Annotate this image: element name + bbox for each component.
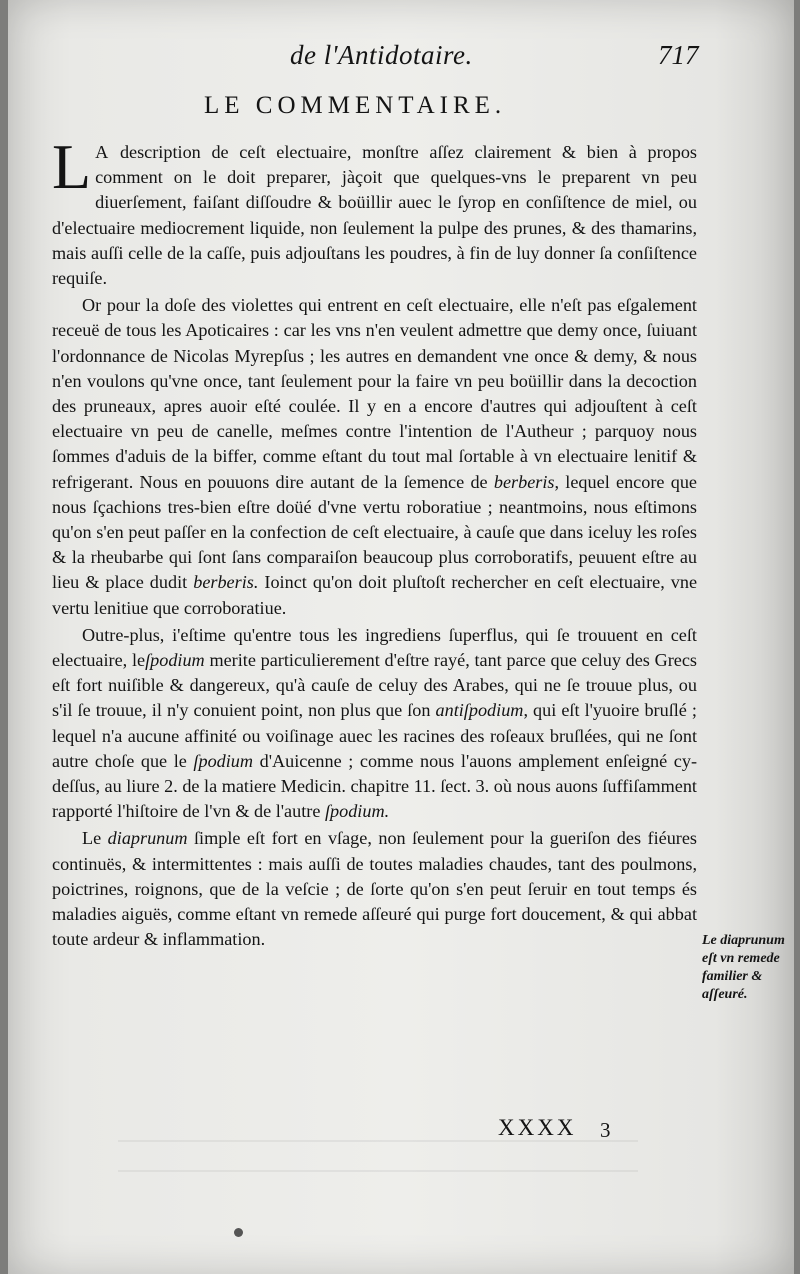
paragraph-4	[52, 826, 697, 952]
first-word: A	[95, 142, 110, 162]
italic-term: diaprunum	[107, 828, 188, 849]
paragraph-text: merite particulierement d'eſtre rayé, tant parce que celuy des Grecs eſt fort nuiſible & dangereux, qu'à cauſe de celuy des Arabes, qui ne ſe trouue plus, ou s'il ſe trouue, il n'y conuient point, non plus que ſon	[52, 650, 698, 721]
italic-term: ſpodium.	[324, 801, 390, 822]
paragraph-text: Outre-plus, i'eſtime qu'entre tous les ingrediens ſuperflus, qui ſe trouuent en ceſt electuaire, le	[52, 624, 697, 671]
paragraph-1	[52, 131, 698, 291]
section-heading: LE COMMENTAIRE.	[204, 92, 507, 119]
italic-term: ſpodium	[145, 650, 205, 671]
paragraph-text: ſimple eſt fort en vſage, non ſeulement pour la gueriſon des fiéures continuës, & intermittentes : mais auſſi de toutes maladies chaudes, tant des poulmons, poictrines, roignons, que de la veſcie ; de ſorte qu'on s'en peut ſeruir en tout temps és maladies aiguës, comme eſtant vn remede aſſeuré qui purge fort doucement, & qui abbat toute ardeur & inflammation.	[52, 828, 698, 950]
italic-term: antiſpodium	[435, 700, 524, 721]
ink-spot	[234, 1228, 243, 1237]
paragraph-text: , qui eſt l'yuoire bruſlé ; lequel n'a aucune affinité ou voiſinage auec les racines des roſeaux bruſlées, qui ne ſont autre choſe que le	[52, 700, 697, 771]
italic-term: berberis.	[193, 572, 259, 593]
paragraph-text: description de ceſt electuaire, monſtre aſſez clairement & bien à propos comment on le doit preparer, jàçoit que quelques-vns le preparent vn peu diuerſement, faiſant diſſoudre & boüillir auec le ſyrop en conſiſtence de miel, ou d'electuaire mediocrement liquide, non ſeulement la pulpe des prunes, & des thamarins, mais auſſi celle de la caſſe, puis adjouſtans les poudres, à fin de luy donner ſa conſiſtence requiſe.	[52, 142, 698, 289]
paragraph-text: , lequel encore que nous ſçachions tres-bien eſtre doüé d'vne vertu roboratiue ; neantmoins, nous eſtimons qu'on s'en peut paſſer en la confection de ceſt electuaire, à cauſe que dans iceluy les roſes & la rheubarbe qui ſont ſans comparaiſon beaucoup plus corroboratifs, peuuent eſtre au lieu & place dudit	[52, 471, 697, 593]
signature-mark: XXXX	[498, 1115, 577, 1140]
running-head: de l'Antidotaire.	[290, 40, 473, 70]
bleed-through-line	[118, 1140, 638, 1142]
bleed-through-line	[118, 1170, 638, 1172]
page-number: 717	[658, 40, 699, 70]
paragraph-3	[52, 623, 697, 825]
signature-number: 3	[600, 1118, 611, 1142]
italic-term: berberis	[493, 471, 555, 492]
paragraph-2	[52, 293, 697, 621]
paragraph-text: Ioinct qu'on doit pluſtoſt rechercher en ceſt electuaire, vne vertu lenitiue que corroboratiue.	[52, 572, 698, 618]
margin-note: Le diaprunum eſt vn remede familier & aſſeuré.	[702, 933, 785, 1002]
italic-term: ſpodium	[193, 750, 254, 771]
paragraph-text: Or pour la doſe des violettes qui entrent en ceſt electuaire, elle n'eſt pas eſgalement receuë de tous les Apoticaires : car les vns n'en veulent admettre que demy once, ſuiuant l'ordonnance de Nicolas Myrepſus ; les autres en demandent vne once & demy, & nous n'en voulons qu'vne once, tant ſeulement pour la faire vn peu boüillir dans la decoction des pruneaux, apres auoir eſté coulée. Il y en a encore d'autres qui adjouſtent à ceſt electuaire vn peu de canelle, meſmes contre l'intention de l'Autheur ; parquoy nous ſommes d'aduis de la biffer, comme eſtant du tout mal ſortable à vn electuaire lenitif & refrigerant. Nous en pouuons dire autant de la ſemence de	[52, 295, 697, 492]
book-page	[8, 0, 794, 1274]
drop-cap: L	[52, 131, 92, 202]
paragraph-text: Le	[82, 828, 102, 849]
commentary-text	[52, 131, 698, 955]
paragraph-text: d'Auicenne ; comme nous l'auons amplement enſeigné cy-deſſus, au liure 2. de la matiere Medicin. chapitre 11. ſect. 3. où nous auons ſuffiſamment rapporté l'hiſtoire de l'vn & de l'autre	[52, 750, 698, 822]
